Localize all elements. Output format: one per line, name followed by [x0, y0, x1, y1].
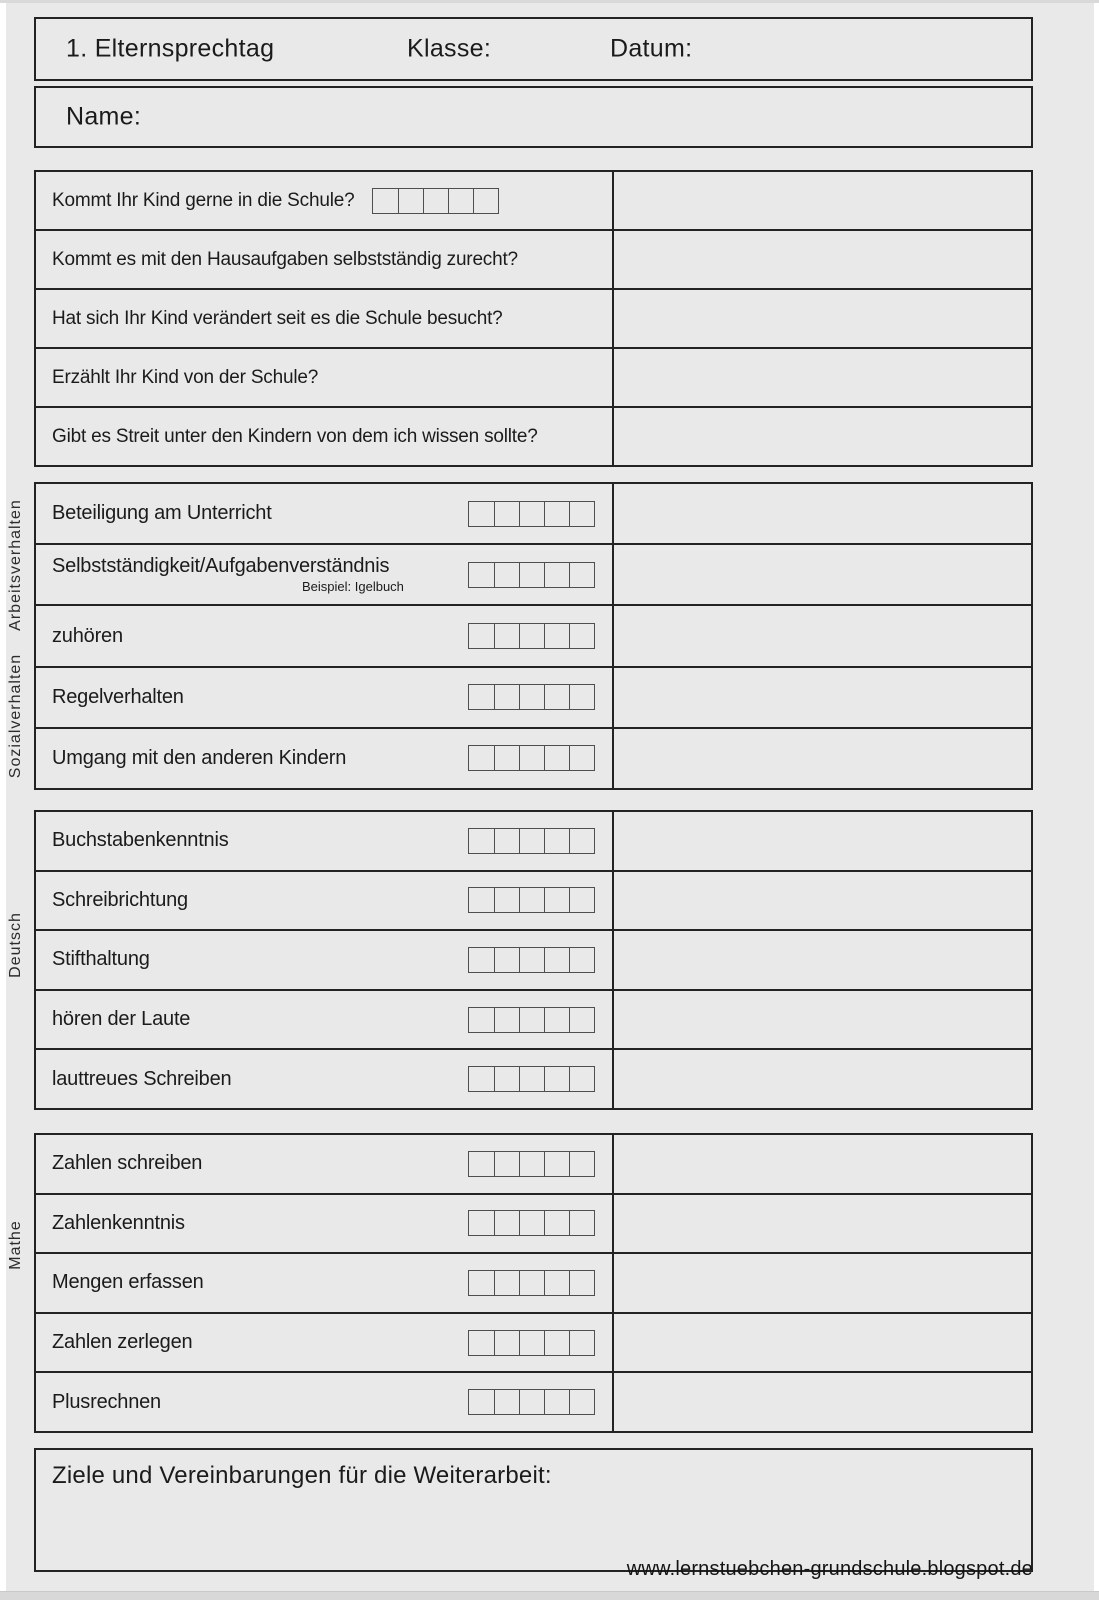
checkbox-cell[interactable]: [569, 1331, 594, 1355]
criteria-row: [36, 666, 1031, 727]
side-label-mathe: Mathe: [7, 1220, 24, 1270]
rating-checkbox-strip[interactable]: [468, 1007, 595, 1033]
rating-checkbox-strip[interactable]: [468, 887, 595, 913]
checkbox-cell[interactable]: [519, 563, 544, 587]
checkbox-cell[interactable]: [519, 948, 544, 972]
checkbox-cell[interactable]: [569, 829, 594, 853]
criteria-row: [36, 870, 1031, 930]
checkbox-cell[interactable]: [569, 502, 594, 526]
answer-cell[interactable]: [614, 1373, 1031, 1431]
checkbox-cell[interactable]: [569, 888, 594, 912]
criteria-cell: [36, 931, 614, 989]
checkbox-cell[interactable]: [494, 829, 519, 853]
checkbox-cell[interactable]: [494, 1390, 519, 1414]
criteria-row: [36, 1193, 1031, 1253]
checkbox-cell[interactable]: [544, 1211, 569, 1235]
header-box: [34, 17, 1033, 81]
criteria-cell: [36, 606, 614, 665]
goals-label: Ziele und Vereinbarungen für die Weiterarbeit:: [52, 1462, 552, 1489]
checkbox-cell[interactable]: [469, 1008, 494, 1032]
checkbox-cell[interactable]: [544, 888, 569, 912]
rating-checkbox-strip[interactable]: [468, 623, 595, 649]
checkbox-cell[interactable]: [469, 502, 494, 526]
checkbox-cell[interactable]: [473, 189, 498, 213]
checkbox-cell[interactable]: [519, 1152, 544, 1176]
question-cell: [36, 172, 614, 229]
criteria-label: Zahlen schreiben: [52, 1152, 203, 1175]
checkbox-cell[interactable]: [544, 1152, 569, 1176]
question-cell: [36, 349, 614, 406]
criteria-cell: [36, 1050, 614, 1108]
checkbox-cell[interactable]: [469, 888, 494, 912]
question-label: Erzählt Ihr Kind von der Schule?: [52, 366, 319, 388]
criteria-label: lauttreues Schreiben: [52, 1067, 232, 1090]
question-cell: [36, 408, 614, 465]
question-row: [36, 347, 1031, 406]
checkbox-cell[interactable]: [544, 563, 569, 587]
rating-checkbox-strip[interactable]: [468, 562, 595, 588]
rating-checkbox-strip[interactable]: [468, 1330, 595, 1356]
criteria-label: zuhören: [52, 624, 123, 647]
checkbox-cell[interactable]: [519, 1271, 544, 1295]
answer-cell[interactable]: [614, 1135, 1031, 1193]
checkbox-cell[interactable]: [494, 948, 519, 972]
checkbox-cell[interactable]: [544, 685, 569, 709]
checkbox-cell[interactable]: [544, 1331, 569, 1355]
rating-checkbox-strip[interactable]: [468, 1066, 595, 1092]
criteria-cell: [36, 812, 614, 870]
checkbox-cell[interactable]: [519, 746, 544, 770]
klasse-label: Klasse:: [407, 34, 492, 63]
criteria-label: Selbstständigkeit/Aufgabenverständnis: [52, 555, 390, 578]
rating-checkbox-strip[interactable]: [468, 745, 595, 771]
checkbox-cell[interactable]: [569, 1211, 594, 1235]
criteria-row: [36, 812, 1031, 870]
checkbox-cell[interactable]: [519, 829, 544, 853]
checkbox-cell[interactable]: [469, 1211, 494, 1235]
criteria-label: Zahlen zerlegen: [52, 1331, 193, 1354]
criteria-row: [36, 989, 1031, 1049]
checkbox-cell[interactable]: [544, 1390, 569, 1414]
checkbox-cell[interactable]: [494, 1211, 519, 1235]
checkbox-cell[interactable]: [469, 829, 494, 853]
question-row: [36, 406, 1031, 465]
checkbox-cell[interactable]: [544, 624, 569, 648]
criteria-label: hören der Laute: [52, 1008, 191, 1031]
criteria-label: Zahlenkenntnis: [52, 1211, 185, 1234]
checkbox-cell[interactable]: [469, 1331, 494, 1355]
criteria-cell: [36, 872, 614, 930]
criteria-cell: [36, 668, 614, 727]
checkbox-cell[interactable]: [519, 1390, 544, 1414]
checkbox-cell[interactable]: [519, 1331, 544, 1355]
rating-checkbox-strip[interactable]: [468, 1270, 595, 1296]
checkbox-cell[interactable]: [398, 189, 423, 213]
criteria-cell: [36, 1195, 614, 1253]
checkbox-cell[interactable]: [569, 1271, 594, 1295]
answer-cell[interactable]: [614, 484, 1031, 543]
rating-checkbox-strip[interactable]: [372, 188, 499, 214]
header-row: [36, 19, 1031, 79]
side-label-deutsch: Deutsch: [7, 912, 24, 978]
checkbox-cell[interactable]: [569, 1008, 594, 1032]
checkbox-cell[interactable]: [494, 746, 519, 770]
criteria-cell: [36, 1314, 614, 1372]
answer-cell[interactable]: [614, 606, 1031, 665]
checkbox-cell[interactable]: [494, 624, 519, 648]
checkbox-cell[interactable]: [494, 502, 519, 526]
criteria-label: Umgang mit den anderen Kindern: [52, 746, 347, 769]
checkbox-cell[interactable]: [569, 746, 594, 770]
question-row: [36, 229, 1031, 288]
criteria-sublabel: Beispiel: Igelbuch: [302, 579, 404, 595]
side-label-sozialverhalten: Sozialverhalten: [7, 653, 24, 779]
checkbox-cell[interactable]: [569, 563, 594, 587]
checkbox-cell[interactable]: [519, 1211, 544, 1235]
criteria-label: Regelverhalten: [52, 685, 184, 708]
checkbox-cell[interactable]: [469, 685, 494, 709]
checkbox-cell[interactable]: [544, 502, 569, 526]
footer-url[interactable]: www.lernstuebchen-grundschule.blogspot.de: [626, 1558, 1033, 1580]
question-label: Kommt es mit den Hausaufgaben selbstständig zurecht?: [52, 248, 518, 270]
checkbox-cell[interactable]: [544, 1067, 569, 1091]
criteria-row: [36, 929, 1031, 989]
side-label-arbeitsverhalten: Arbeitsverhalten: [7, 499, 24, 631]
checkbox-cell[interactable]: [469, 1271, 494, 1295]
answer-cell[interactable]: [614, 729, 1031, 788]
answer-cell[interactable]: [614, 172, 1031, 229]
criteria-label: Plusrechnen: [52, 1390, 161, 1413]
checkbox-cell[interactable]: [519, 624, 544, 648]
rating-checkbox-strip[interactable]: [468, 947, 595, 973]
questions-section: [34, 170, 1033, 467]
answer-cell[interactable]: [614, 231, 1031, 288]
criteria-row: [36, 543, 1031, 604]
scan-top-edge: [0, 0, 1099, 3]
mathe-section: [34, 1133, 1033, 1433]
criteria-row: [36, 1252, 1031, 1312]
checkbox-cell[interactable]: [519, 1067, 544, 1091]
answer-cell[interactable]: [614, 290, 1031, 347]
checkbox-cell[interactable]: [469, 1152, 494, 1176]
question-label: Kommt Ihr Kind gerne in die Schule?: [52, 189, 355, 211]
criteria-cell: [36, 1135, 614, 1193]
checkbox-cell[interactable]: [469, 624, 494, 648]
checkbox-cell[interactable]: [569, 624, 594, 648]
criteria-cell: [36, 991, 614, 1049]
checkbox-cell[interactable]: [569, 1390, 594, 1414]
criteria-cell: [36, 1373, 614, 1431]
answer-cell[interactable]: [614, 668, 1031, 727]
answer-cell[interactable]: [614, 1254, 1031, 1312]
checkbox-cell[interactable]: [519, 888, 544, 912]
checkbox-cell[interactable]: [544, 746, 569, 770]
criteria-label: Stifthaltung: [52, 948, 150, 971]
criteria-row: [36, 727, 1031, 788]
answer-cell[interactable]: [614, 349, 1031, 406]
checkbox-cell[interactable]: [448, 189, 473, 213]
checkbox-cell[interactable]: [544, 1008, 569, 1032]
criteria-row: [36, 1371, 1031, 1431]
checkbox-cell[interactable]: [494, 1271, 519, 1295]
checkbox-cell[interactable]: [469, 563, 494, 587]
deutsch-section: [34, 810, 1033, 1110]
checkbox-cell[interactable]: [373, 189, 398, 213]
name-box[interactable]: [34, 86, 1033, 148]
answer-cell[interactable]: [614, 812, 1031, 870]
rating-checkbox-strip[interactable]: [468, 501, 595, 527]
checkbox-cell[interactable]: [469, 746, 494, 770]
form-title: 1. Elternsprechtag: [66, 34, 275, 63]
checkbox-cell[interactable]: [569, 1152, 594, 1176]
name-label: Name:: [66, 102, 142, 131]
checkbox-cell[interactable]: [544, 1271, 569, 1295]
checkbox-cell[interactable]: [519, 685, 544, 709]
rating-checkbox-strip[interactable]: [468, 1210, 595, 1236]
checkbox-cell[interactable]: [494, 888, 519, 912]
criteria-label: Buchstabenkenntnis: [52, 829, 229, 852]
checkbox-cell[interactable]: [519, 502, 544, 526]
question-row: [36, 288, 1031, 347]
answer-cell[interactable]: [614, 408, 1031, 465]
criteria-row: [36, 1048, 1031, 1108]
criteria-label-group: [52, 555, 404, 594]
checkbox-cell[interactable]: [423, 189, 448, 213]
criteria-cell: [36, 1254, 614, 1312]
answer-cell[interactable]: [614, 872, 1031, 930]
datum-label: Datum:: [610, 34, 693, 63]
checkbox-cell[interactable]: [469, 948, 494, 972]
criteria-row: [36, 1312, 1031, 1372]
question-cell: [36, 231, 614, 288]
checkbox-cell[interactable]: [544, 829, 569, 853]
rating-checkbox-strip[interactable]: [468, 828, 595, 854]
criteria-row: [36, 484, 1031, 543]
question-label: Gibt es Streit unter den Kindern von dem ich wissen sollte?: [52, 425, 538, 447]
checkbox-cell[interactable]: [494, 1008, 519, 1032]
scan-bottom-edge: [0, 1591, 1099, 1600]
checkbox-cell[interactable]: [469, 1390, 494, 1414]
checkbox-cell[interactable]: [494, 685, 519, 709]
checkbox-cell[interactable]: [469, 1067, 494, 1091]
question-label: Hat sich Ihr Kind verändert seit es die Schule besucht?: [52, 307, 503, 329]
checkbox-cell[interactable]: [494, 563, 519, 587]
answer-cell[interactable]: [614, 931, 1031, 989]
checkbox-cell[interactable]: [494, 1331, 519, 1355]
checkbox-cell[interactable]: [569, 1067, 594, 1091]
answer-cell[interactable]: [614, 1195, 1031, 1253]
rating-checkbox-strip[interactable]: [468, 684, 595, 710]
checkbox-cell[interactable]: [569, 685, 594, 709]
goals-box[interactable]: [34, 1448, 1033, 1572]
behavior-section: [34, 482, 1033, 790]
rating-checkbox-strip[interactable]: [468, 1151, 595, 1177]
question-row: [36, 172, 1031, 229]
answer-cell[interactable]: [614, 1050, 1031, 1108]
checkbox-cell[interactable]: [544, 948, 569, 972]
checkbox-cell[interactable]: [494, 1152, 519, 1176]
criteria-label: Mengen erfassen: [52, 1271, 204, 1294]
answer-cell[interactable]: [614, 1314, 1031, 1372]
answer-cell[interactable]: [614, 545, 1031, 604]
checkbox-cell[interactable]: [569, 948, 594, 972]
rating-checkbox-strip[interactable]: [468, 1389, 595, 1415]
criteria-row: [36, 604, 1031, 665]
criteria-label: Beteiligung am Unterricht: [52, 502, 272, 525]
criteria-cell: [36, 484, 614, 543]
name-row: [36, 88, 1031, 146]
question-cell: [36, 290, 614, 347]
checkbox-cell[interactable]: [494, 1067, 519, 1091]
criteria-label: Schreibrichtung: [52, 888, 188, 911]
checkbox-cell[interactable]: [519, 1008, 544, 1032]
criteria-cell: [36, 729, 614, 788]
criteria-row: [36, 1135, 1031, 1193]
answer-cell[interactable]: [614, 991, 1031, 1049]
criteria-cell: [36, 545, 614, 604]
